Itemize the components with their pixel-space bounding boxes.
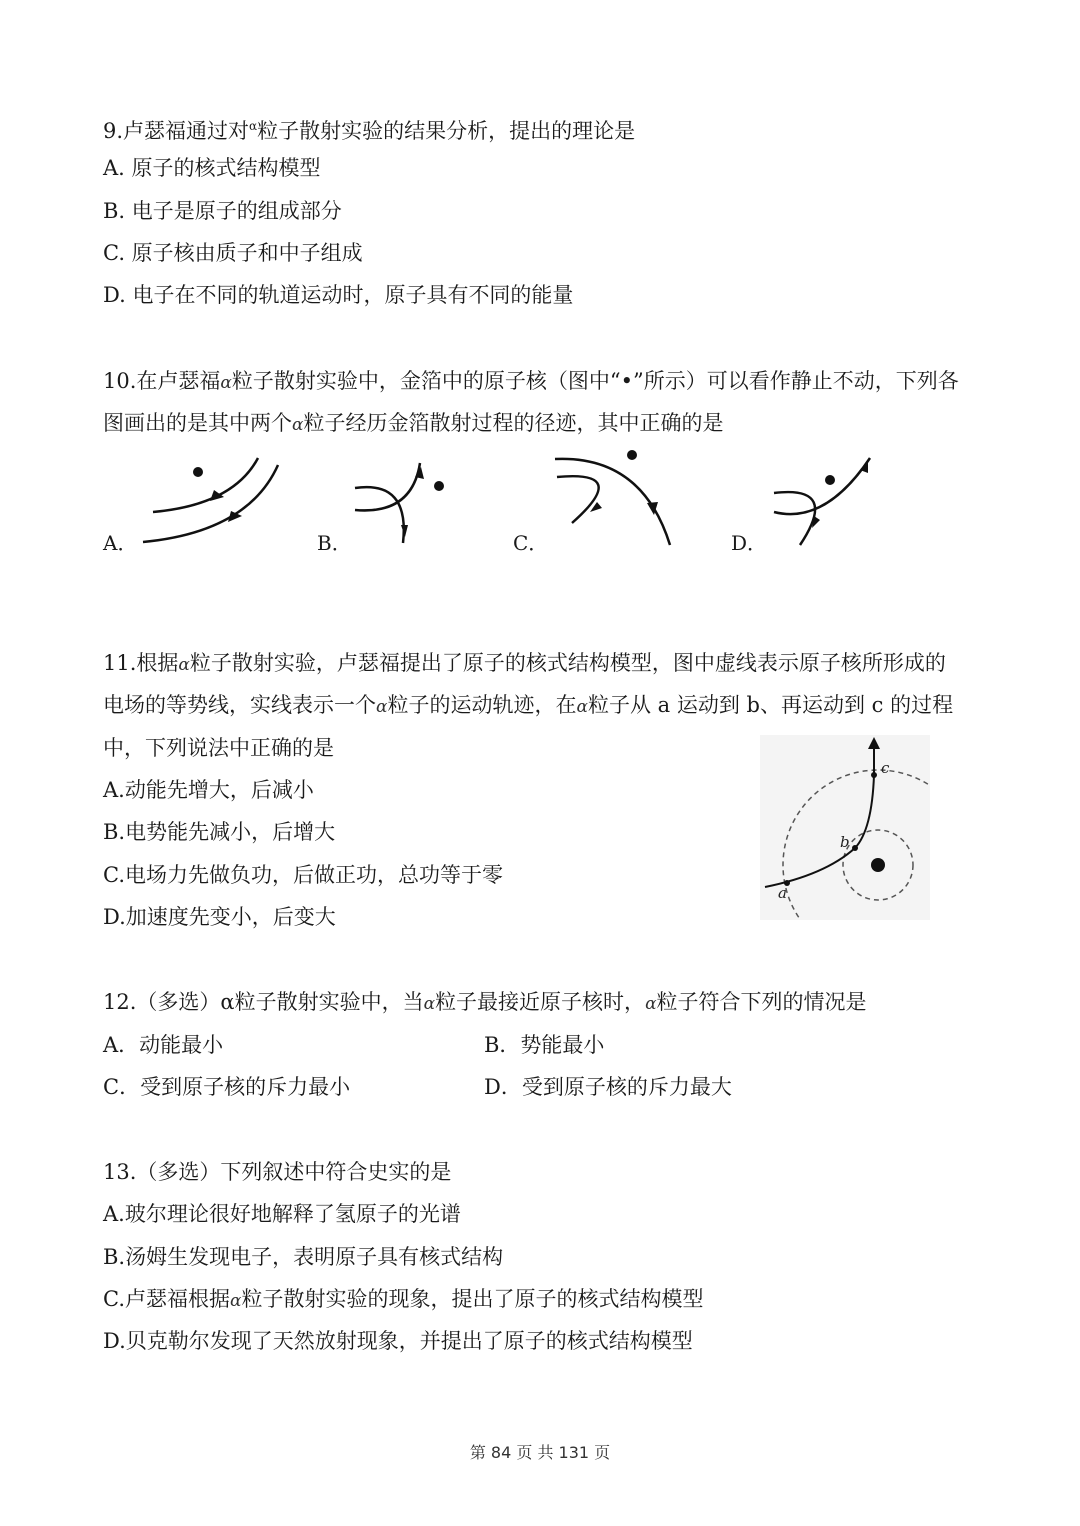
q10-alpha-1: α bbox=[220, 373, 232, 393]
q10-figure-a bbox=[138, 450, 288, 550]
q10-figure-c bbox=[552, 445, 677, 550]
q11-text-2: 粒子散射实验，卢瑟福提出了原子的核式结构模型，图中虚线表示原子核所形成的 bbox=[189, 651, 946, 675]
q13-option-a: A.玻尔理论很好地解释了氢原子的光谱 bbox=[103, 1202, 461, 1226]
q12-option-c: C．受到原子核的斥力最小 bbox=[103, 1075, 351, 1099]
q9-option-b: B. 电子是原子的组成部分 bbox=[103, 199, 342, 223]
q11-text-5: 粒子从 a 运动到 b、再运动到 c 的过程 bbox=[587, 693, 954, 717]
q9-option-c: C. 原子核由质子和中子组成 bbox=[103, 241, 363, 265]
q13-option-c bbox=[103, 1285, 703, 1315]
q10-stem-line1 bbox=[103, 367, 959, 397]
q11-option-b: B.电势能先减小，后增大 bbox=[103, 820, 336, 844]
q12-option-b: B．势能最小 bbox=[484, 1033, 605, 1057]
q10-label-d: D． bbox=[731, 531, 768, 555]
q10-text-2: 粒子散射实验中，金箔中的原子核（图中“•”所示）可以看作静止不动，下列各 bbox=[231, 369, 959, 393]
q11-label-b: b bbox=[840, 833, 850, 851]
q10-label-c: C． bbox=[513, 531, 549, 555]
q12-text-1: 12.（多选）α粒子散射实验中，当 bbox=[103, 990, 424, 1014]
q9-stem-part1: 9.卢瑟福通过对 bbox=[103, 119, 250, 143]
q11-figure bbox=[760, 735, 930, 920]
q9-option-a: A. 原子的核式结构模型 bbox=[103, 156, 321, 180]
q13-text-c1: C.卢瑟福根据 bbox=[103, 1287, 230, 1311]
q11-option-d: D.加速度先变小，后变大 bbox=[103, 905, 336, 929]
q11-stem-line2 bbox=[103, 691, 953, 721]
q13-option-b: B.汤姆生发现电子，表明原子具有核式结构 bbox=[103, 1245, 504, 1269]
q12-text-2: 粒子最接近原子核时， bbox=[435, 990, 646, 1014]
q10-text-1: 10.在卢瑟福 bbox=[103, 369, 221, 393]
q11-text-1: 11.根据 bbox=[103, 651, 179, 675]
q11-alpha-3: α bbox=[576, 697, 588, 717]
q9-stem bbox=[103, 112, 635, 145]
q10-text-4: 粒子经历金箔散射过程的径迹，其中正确的是 bbox=[303, 411, 724, 435]
q12-alpha-2: α bbox=[645, 994, 657, 1014]
q11-option-a: A.动能先增大，后减小 bbox=[103, 778, 314, 802]
q13-alpha: α bbox=[230, 1291, 242, 1311]
q11-text-3: 电场的等势线，实线表示一个 bbox=[103, 693, 376, 717]
q11-option-c: C.电场力先做负功，后做正功，总功等于零 bbox=[103, 863, 503, 887]
q11-stem-line1 bbox=[103, 649, 946, 679]
q11-alpha-2: α bbox=[376, 697, 388, 717]
q9-alpha: α bbox=[249, 119, 258, 133]
q13-option-d: D.贝克勒尔发现了天然放射现象，并提出了原子的核式结构模型 bbox=[103, 1329, 693, 1353]
q10-figure-b bbox=[350, 455, 460, 550]
q9-stem-part2: 粒子散射实验的结果分析，提出的理论是 bbox=[257, 119, 636, 143]
q12-text-3: 粒子符合下列的情况是 bbox=[656, 990, 867, 1014]
q10-figure-d bbox=[770, 450, 885, 550]
page-footer: 第 84 页 共 131 页 bbox=[469, 1443, 611, 1462]
q10-text-3: 图画出的是其中两个 bbox=[103, 411, 292, 435]
q10-label-a: A． bbox=[103, 531, 138, 555]
q11-label-c: c bbox=[881, 759, 890, 777]
q13-stem: 13.（多选）下列叙述中符合史实的是 bbox=[103, 1160, 452, 1184]
q10-alpha-2: α bbox=[292, 415, 304, 435]
q12-alpha-1: α bbox=[423, 994, 436, 1014]
q12-option-a: A．动能最小 bbox=[103, 1033, 224, 1057]
q11-text-4: 粒子的运动轨迹，在 bbox=[387, 693, 577, 717]
q12-stem bbox=[103, 988, 867, 1018]
q9-option-d: D. 电子在不同的轨道运动时，原子具有不同的能量 bbox=[103, 283, 574, 307]
q13-text-c2: 粒子散射实验的现象，提出了原子的核式结构模型 bbox=[241, 1287, 704, 1311]
q12-option-d: D．受到原子核的斥力最大 bbox=[484, 1075, 732, 1099]
q10-stem-line2 bbox=[103, 409, 723, 439]
q10-label-b: B． bbox=[317, 531, 352, 555]
q11-alpha-1: α bbox=[178, 655, 190, 675]
q11-stem-line3: 中，下列说法中正确的是 bbox=[103, 736, 334, 760]
q11-label-a: a bbox=[778, 884, 787, 902]
